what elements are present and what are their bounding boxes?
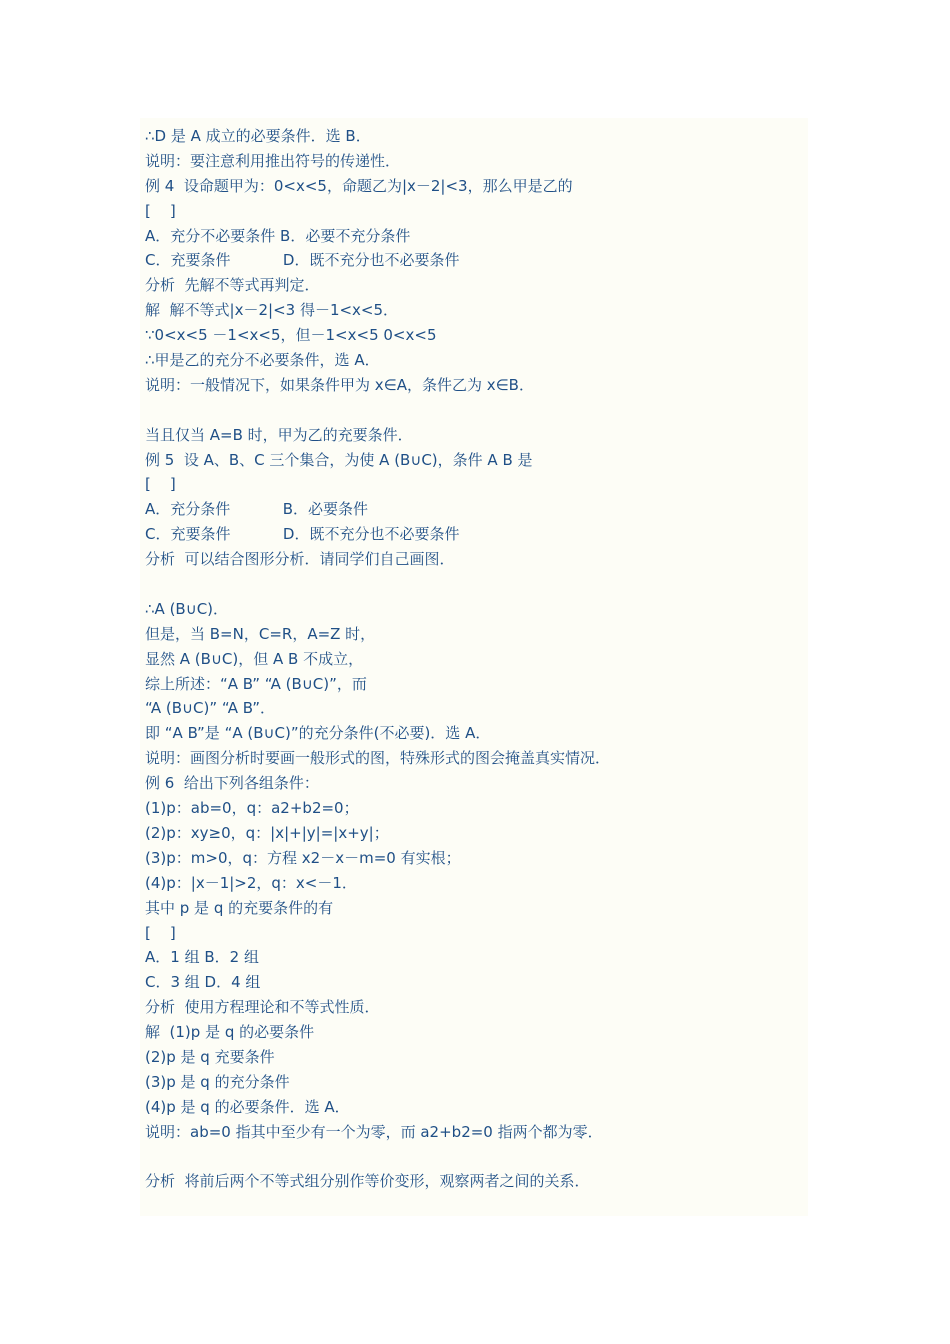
text-line: ∵0<x<5 －1<x<5，但－1<x<5 0<x<5 [145,326,437,345]
text-line: 说明：画图分析时要画一般形式的图，特殊形式的图会掩盖真实情况． [145,749,611,768]
text-line: ∴甲是乙的充分不必要条件，选 A． [145,351,380,370]
text-line: C．充要条件 D．既不充分也不必要条件 [145,251,460,270]
text-line: 分析 使用方程理论和不等式性质． [145,998,380,1017]
text-line: 当且仅当 A=B 时，甲为乙的充要条件． [145,425,413,444]
text-line: ∴D 是 A 成立的必要条件．选 B． [145,127,371,145]
text-line: 说明：一般情况下，如果条件甲为 x∈A，条件乙为 x∈B． [145,375,534,394]
text-line: 但是，当 B=N，C=R，A=Z 时， [145,624,376,643]
text-line: 例 4 设命题甲为：0<x<5，命题乙为|x－2|<3，那么甲是乙的 [145,176,573,195]
text-line: [ ] [145,201,176,220]
text-line: (1)p：ab=0，q：a2+b2=0； [145,799,359,818]
text-line: 说明：要注意利用推出符号的传递性． [145,151,401,170]
text-line [145,1145,805,1170]
text-line: C．充要条件 D．既不充分也不必要条件 [145,525,460,544]
text-line: 分析 先解不等式再判定． [145,276,320,295]
text-line: [ ] [145,475,176,494]
text-line: C．3 组 D．4 组 [145,973,261,992]
text-line: A．1 组 B．2 组 [145,948,259,967]
text-line: (3)p：m>0，q：方程 x2－x－m=0 有实根； [145,848,461,867]
text-line: 其中 p 是 q 的充要条件的有 [145,898,334,917]
text-line: 分析 将前后两个不等式组分别作等价变形，观察两者之间的关系． [145,1172,590,1191]
text-line: 综上所述：“A B” “A (B∪C)”，而 [145,674,367,693]
text-line: 显然 A (B∪C)，但 A B 不成立， [145,649,364,668]
text-line [145,398,805,423]
text-line [145,572,805,597]
text-line: ∴A (B∪C)． [145,599,229,618]
text-line: 即 “A B”是 “A (B∪C)”的充分条件(不必要)．选 A． [145,724,491,743]
text-line: (2)p：xy≥0，q：|x|+|y|=|x+y|； [145,823,389,842]
text-line: 解 解不等式|x－2|<3 得－1<x<5． [145,301,399,320]
text-line: (2)p 是 q 充要条件 [145,1047,275,1066]
text-line: [ ] [145,923,176,942]
document-body [145,124,805,1194]
text-line: “A (B∪C)” “A B”． [145,699,275,718]
text-line: (4)p 是 q 的必要条件．选 A． [145,1097,350,1116]
text-line: 说明：ab=0 指其中至少有一个为零，而 a2+b2=0 指两个都为零． [145,1122,603,1141]
text-line: 分析 可以结合图形分析．请同学们自己画图． [145,550,455,569]
text-line: A．充分不必要条件 B．必要不充分条件 [145,226,411,245]
text-line: (3)p 是 q 的充分条件 [145,1072,290,1091]
text-line: 解 (1)p 是 q 的必要条件 [145,1023,315,1042]
text-line: (4)p：|x－1|>2，q：x<－1． [145,873,357,892]
text-line: 例 5 设 A、B、C 三个集合，为使 A (B∪C)，条件 A B 是 [145,450,533,469]
text-line: 例 6 给出下列各组条件： [145,774,319,793]
text-line: A．充分条件 B．必要条件 [145,500,369,519]
